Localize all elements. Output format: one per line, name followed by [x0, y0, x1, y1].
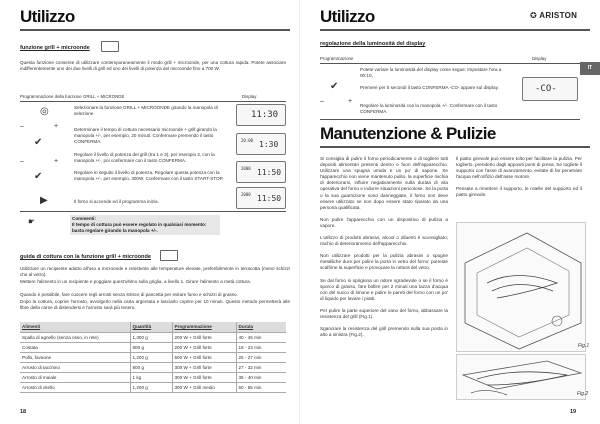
grill-microwave-icon: [160, 250, 178, 261]
maintenance-column-2: [456, 156, 582, 205]
table-rule: [20, 211, 286, 212]
plus-icon: +: [54, 123, 59, 130]
page-title: Utilizzo: [20, 7, 75, 26]
table-cell: 500 W + Grill forte: [172, 352, 236, 362]
table-cell: Pollo, favaone: [20, 352, 130, 362]
table-cell: 27 - 32 min: [236, 362, 286, 372]
maintenance-para: Non pulire l'apparecchio con un dispositivo di pulizia a vapore.: [320, 216, 448, 228]
figure-label: Fig.2: [577, 391, 589, 397]
step-4: Regolare in seguito il livello di potenza. Regolare questa potenza con la manopola +/-, per esempio, 300W. Confermare con il tasto START-STOP.: [74, 170, 224, 181]
maintenance-para: Se dal forno si sprigiona un odore sgradevole o se il forno è sporco di grasso, fare bollire per 2 minuti una tazza d'acqua con del succo di limone e pulire le pareti del forno con un po' di liquido per lavare i piatti.: [320, 277, 448, 301]
table-rule: [320, 119, 580, 120]
title-rule: [20, 29, 290, 31]
header-cell: Alimenti: [20, 322, 130, 332]
table-cell: 35 - 40 min: [236, 372, 286, 382]
table-cell: Arrosto di maiale: [20, 372, 130, 382]
table-rule: [20, 101, 286, 102]
table-cell: Arrosto di tacchino: [20, 362, 130, 372]
display-screen: [236, 133, 286, 155]
table-cell: 1 kg: [130, 372, 172, 382]
right-page: [300, 0, 600, 424]
display-screen: [236, 187, 286, 209]
display-small: 2000: [241, 192, 251, 197]
table-cell: 800 g: [130, 362, 172, 372]
display-screen: [236, 104, 286, 126]
table-row: [20, 352, 286, 362]
display-screen: [522, 77, 578, 101]
guide-para: Mettere l'alimento in un recipiente e poggiare quest'ultimo sulla griglia, a livello 1. Girare l'alimento a metà cottura.: [20, 279, 251, 284]
language-tab: IT: [580, 62, 600, 75]
brand-name: ARISTON: [539, 11, 578, 20]
table-cell: 1,200 g: [130, 382, 172, 392]
header-cell: Programmazione: [172, 322, 236, 332]
table-row: [20, 332, 286, 342]
figure-2-grill-release: [456, 354, 589, 400]
section-heading: funzione grill + microonde: [20, 45, 90, 51]
display-small: 20:00: [241, 138, 254, 143]
table-cell: 300 W + Grill forte: [172, 362, 236, 372]
oven-illustration: [457, 223, 590, 353]
start-button-icon: ▶: [40, 195, 48, 206]
page-number: 18: [20, 409, 27, 415]
plus-icon: +: [348, 98, 353, 105]
hand-confirm-icon: ✔: [330, 81, 339, 92]
guide-para: Utilizzare un recipiente adatto all'uso a microonde e resistente alle temperature elevate, preferibilmente in terracotta (meno schizzi che al vetro).: [20, 266, 290, 278]
maintenance-para: Non utilizzare prodotti per la pulizia abrasivi o spugne metalliche dure per pulire la porta in vetro del forno: potreste scalfirne la superficie e provocare la rottura del vetro.: [320, 253, 448, 271]
table-cell: Arrosto di vitello: [20, 382, 130, 392]
display-label: Display: [242, 94, 257, 99]
hand-confirm-icon: ✔: [34, 171, 43, 182]
cooking-table: [20, 322, 286, 393]
hand-confirm-icon: ✔: [34, 137, 43, 148]
section-heading: regolazione della luminosità del display: [320, 41, 426, 47]
maintenance-column-1: [320, 156, 448, 344]
display-value: 11:30: [251, 110, 279, 120]
table-cell: 1,200 g: [130, 352, 172, 362]
step-5: Il forno si accende ed il programma inizia.: [74, 199, 159, 204]
table-cell: 300 W + Grill medio: [172, 382, 236, 392]
display-value: -CO-: [535, 84, 557, 94]
section-heading: guida di cottura con la funzione grill + microonde: [20, 254, 151, 260]
minus-icon: –: [320, 98, 324, 105]
brightness-step: Regolare la luminosità con la manopola +/-. Confermare con il tasto CONFERMA.: [360, 103, 498, 114]
maintenance-para: L'utilizzo di prodotti abrasivi, alcool o diluenti è sconsigliato; rischio di deterioramento dell'apparecchio.: [320, 235, 448, 247]
grill-illustration: [457, 355, 587, 401]
section-title: Manutenzione & Pulizie: [320, 124, 496, 143]
table-cell: 40 - 45 min: [236, 332, 286, 342]
comment-note: Commenti: Il tempo di cottura può essere regolato in qualsiasi momento: basta regolare girando la manopola +/-.: [70, 215, 220, 235]
maintenance-para: Pensate a rimettere il supporto, le rotelle del supporto ed il piatto girevole.: [456, 186, 582, 198]
display-value: 1:30: [259, 140, 279, 149]
table-cell: Costata: [20, 342, 130, 352]
table-row: [20, 342, 286, 352]
step-1: Selezionare la funzione GRILL + MICROONDE girando la manopola di selezione: [74, 105, 218, 116]
table-cell: 200 W + Grill forte: [172, 342, 236, 352]
step-2: Determinare il tempo di cottura necessario microonde + grill girando la manopola +/-, per esempio, 20 minuti. Confermare premendo il tasto CONFERMA.: [74, 127, 217, 144]
maintenance-para: Si consiglia di pulire il forno periodicamente o di togliere tutti depositi alimentari presenti dentro e fuori dell'apparecchio. Utilizzare una spugna umida e un po' di sapone. Se l'apparecchio non viene mantenuto pulito, la superficie rischia di deteriorarsi, influire negativamente sulla durata di vita operativa del forno e indurre situazioni pericolose. Se la porta o la sua guarnizione sono danneggiate, il forno non deve essere utilizzato se non dopo essere stato riparato da una persona qualificata.: [320, 156, 448, 210]
table-label: Programmazione: [320, 56, 354, 61]
display-screen: [236, 161, 286, 183]
display-value: 11:50: [257, 168, 282, 177]
plus-icon: +: [54, 158, 59, 165]
table-header-row: [20, 322, 286, 332]
header-cell: Durata: [236, 322, 286, 332]
display-small: 2000: [241, 166, 251, 171]
table-row: [20, 382, 286, 392]
logo-mark-icon: ✪: [530, 11, 538, 20]
table-cell: 200 W + Grill forte: [172, 332, 236, 342]
table-cell: 50 - 55 min: [236, 382, 286, 392]
table-label: Programmazione della funzione GRILL + MICRONDE: [20, 94, 125, 99]
table-cell: 800 g: [130, 342, 172, 352]
table-row: [20, 362, 286, 372]
title-rule: [320, 146, 590, 148]
table-rule: [320, 63, 580, 64]
header-cell: Quantità: [130, 322, 172, 332]
figure-1-oven-grill: [456, 222, 586, 352]
page-number: 19: [570, 409, 577, 415]
brand-logo: [530, 11, 577, 20]
info-icon: ☛: [28, 217, 36, 226]
minus-icon: –: [20, 123, 24, 130]
intro-text: Questa funzione consente di utilizzare contemporaneamente il modo grill + microonde, per una cottura rapida. Potete associare indifferentemente uno dei due livelli di grill ed uno dei livelli di potenza del microonde fino a 700 W.: [20, 60, 286, 72]
display-value: 11:50: [257, 194, 282, 203]
maintenance-para: Per pulire la parte superiore del vano del forno, abbassare la resistenza del grill (Fig.1).: [320, 307, 448, 319]
table-row: [20, 372, 286, 382]
guide-para: Dopo la cottura, coprire l'arrosto, avvolgerlo nella carta argentata e lasciarlo coprire per 10 minuti. Questo metodo permetterà alle fibre della carne di distendersi e l'arrosto sarà più tenero.: [20, 299, 290, 311]
step-3: Regolare il livello di potenza del grill (tra 1 e 3), per esempio 2, con la manopola +/-, poi confermare con il tasto CONFERMA.: [74, 152, 215, 163]
table-cell: 25 - 27 min: [236, 352, 286, 362]
table-cell: 300 W + Grill forte: [172, 372, 236, 382]
grill-microwave-icon: [101, 41, 119, 52]
table-cell: 1,300 g: [130, 332, 172, 342]
table-cell: Spalla di agnello (senza osso, in rete): [20, 332, 130, 342]
table-cell: 18 - 23 min: [236, 342, 286, 352]
figure-label: Fig.1: [578, 343, 590, 349]
page-title: Utilizzo: [320, 7, 375, 26]
guide-para: Quando è possibile, fare cuocere regli arrosti senza strisce di pancetta per evitare fumo e schizzi di grasso.: [20, 292, 238, 297]
knob-icon: ◎: [40, 106, 49, 117]
brightness-step: Premere per 5 secondi il tasto CONFERMA -CO- appare sul display.: [360, 85, 499, 90]
display-label: Display: [532, 56, 547, 61]
maintenance-para: Il piatto girevole può essere tolto per facilitare la pulizia. Per toglierlo, prenderlo dagli appositi punti di presa. Se togliete il supporto con l'asse di avanzamento, evitate di far penetrare l'acqua nell'orifizio dell'asse motore.: [456, 156, 582, 180]
maintenance-para: Sganciare la resistenza del grill premendo sulla sua posta in alto a sinistra (Fig.2).: [320, 326, 448, 338]
title-rule: [320, 29, 590, 31]
brightness-step: Potete variare la luminosità del display come segue: Impostare l'ora a 00:10,: [360, 67, 502, 78]
minus-icon: –: [20, 158, 24, 165]
